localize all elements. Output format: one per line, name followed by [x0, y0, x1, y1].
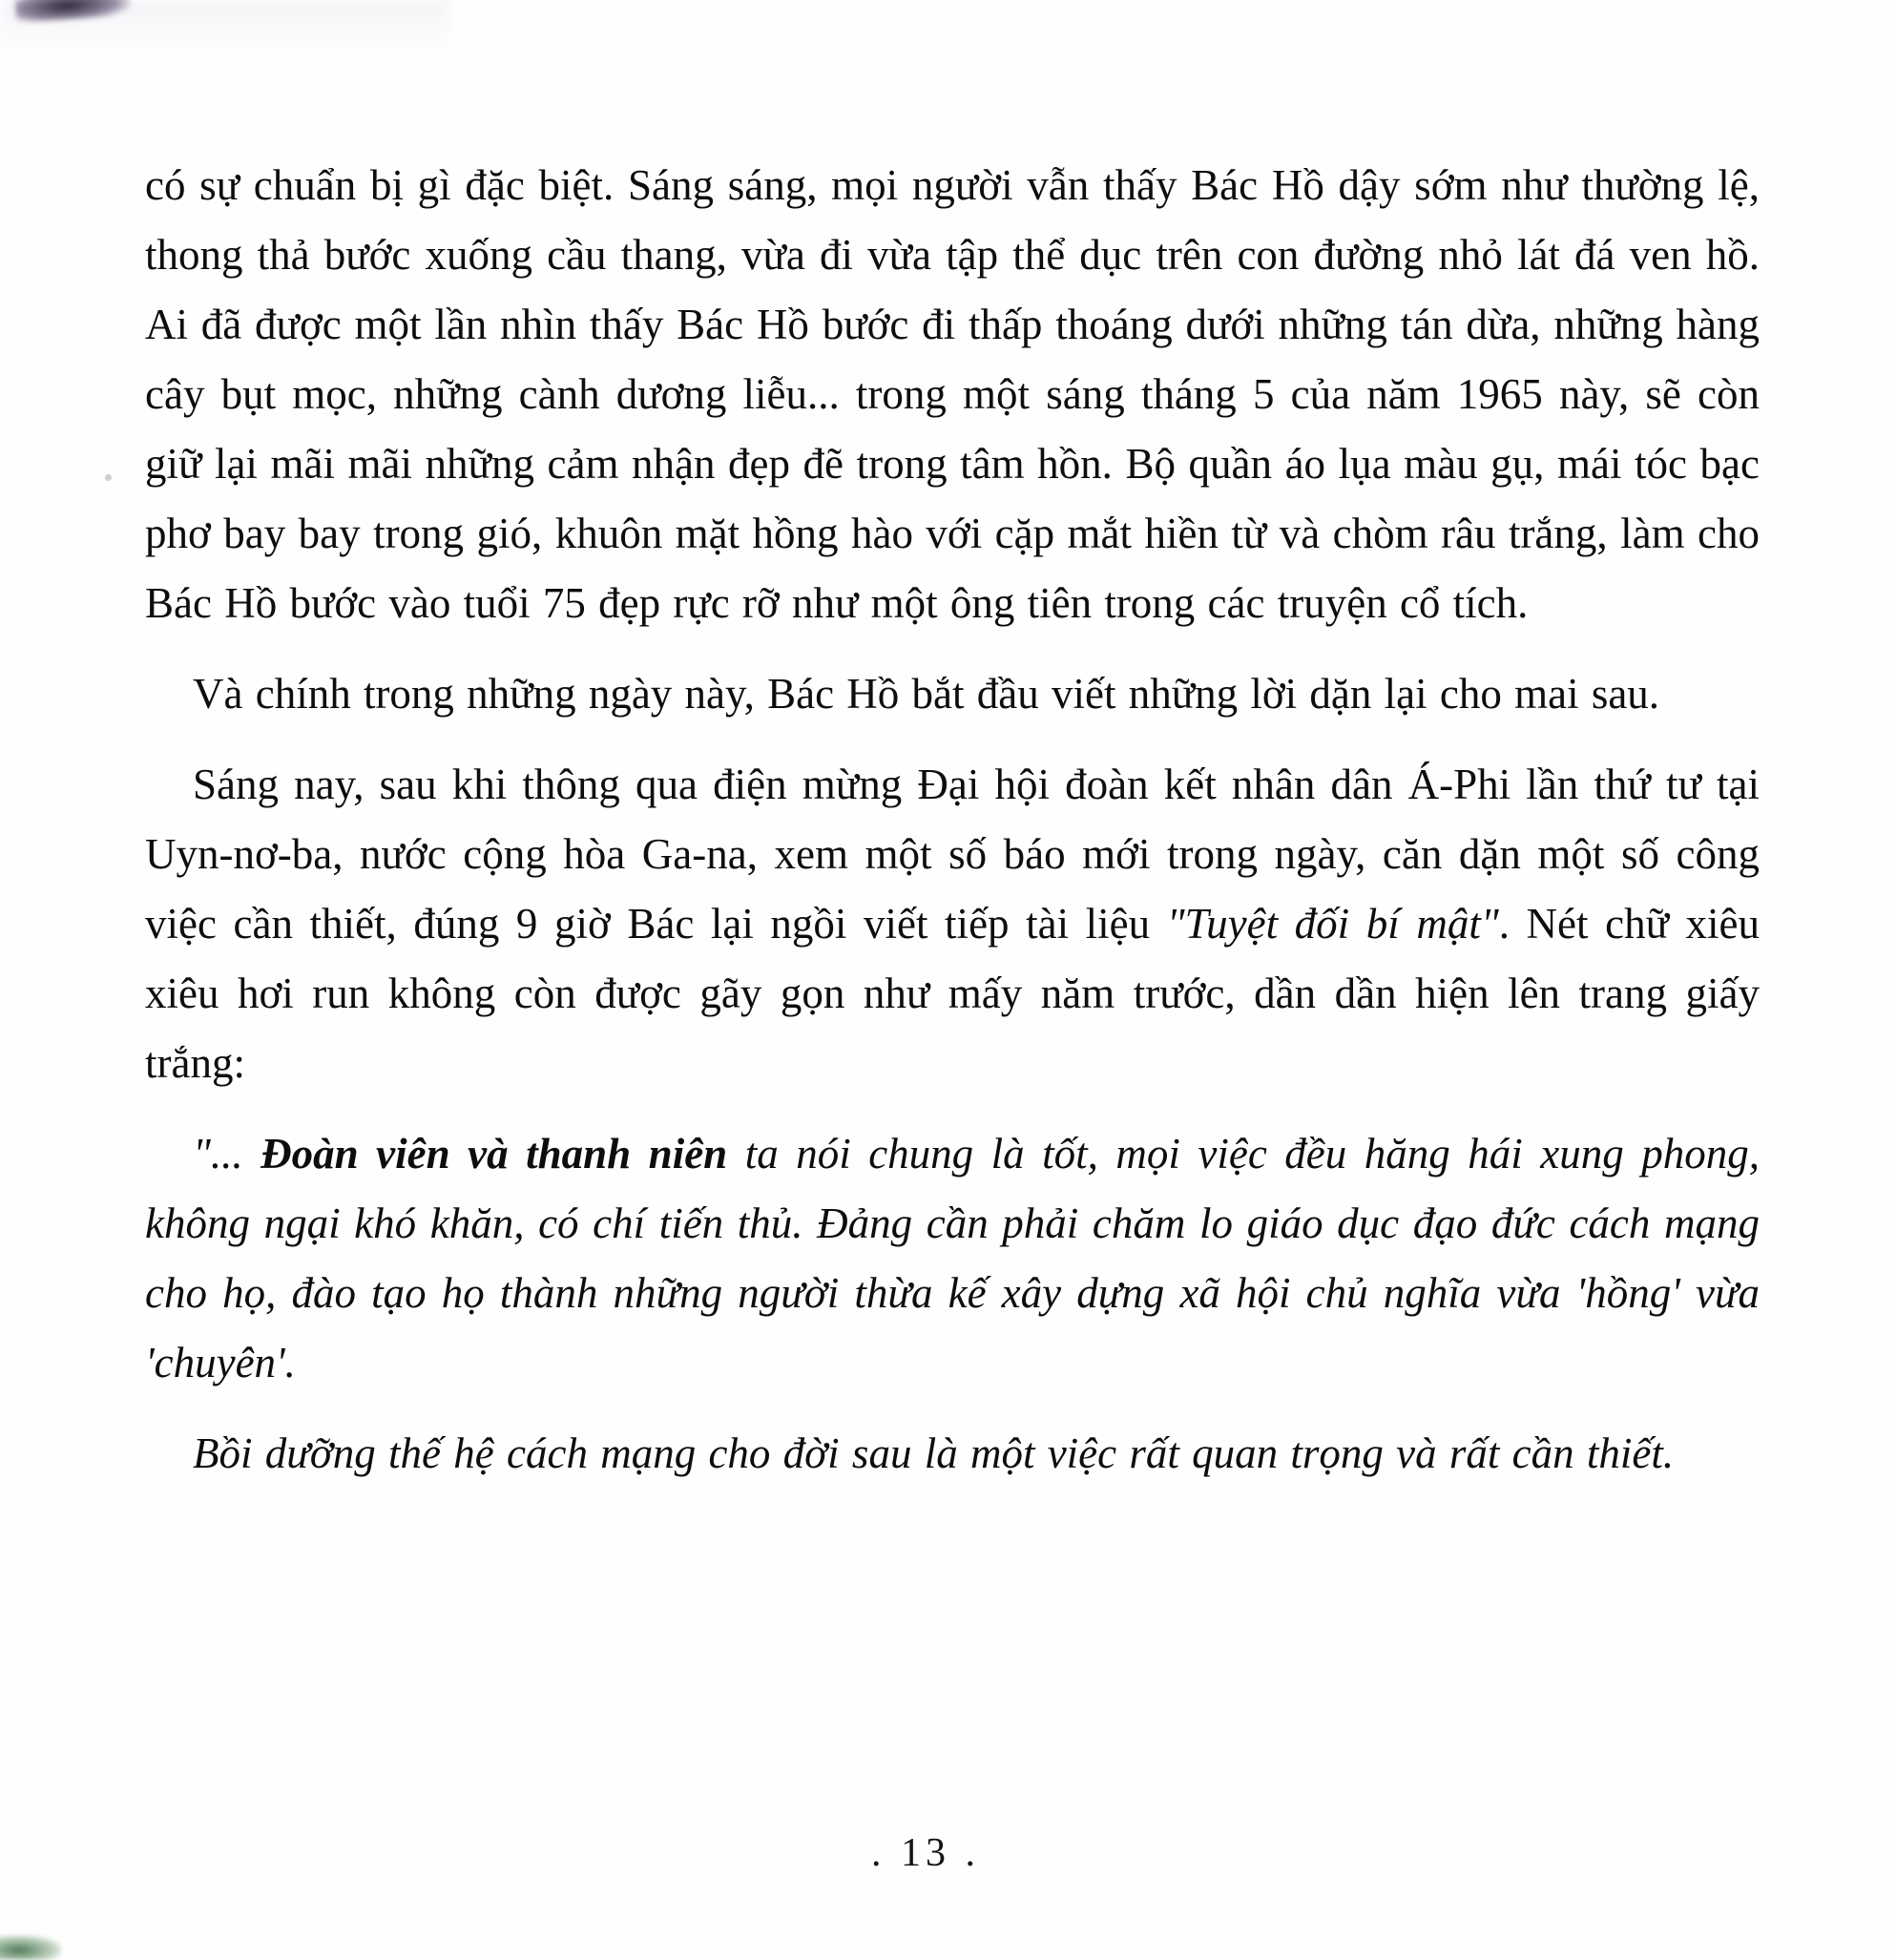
paragraph-1-text: có sự chuẩn bị gì đặc biệt. Sáng sáng, mọi người vẫn thấy Bác Hồ dậy sớm như thường lệ, thong thả bước xuống cầu thang, vừa đi vừa tập thể dục trên con đường nhỏ lát đá ven hồ. Ai đã được một lần nhìn thấy Bác Hồ bước đi thấp thoáng dưới những tán dừa, những hàng cây bụt mọc, những cành dương liễu... trong một sáng tháng 5 của năm 1965 này, sẽ còn giữ lại mãi mãi những cảm nhận đẹp đẽ trong tâm hồn. Bộ quần áo lụa màu gụ, mái tóc bạc phơ bay bay trong gió, khuôn mặt hồng hào với cặp mắt hiền từ và chòm râu trắng, làm cho Bác Hồ bước vào tuổi 75 đẹp rực rỡ như một ông tiên trong các truyện cổ tích. [145, 161, 1760, 627]
document-title-italic: "Tuyệt đối bí mật" [1167, 900, 1499, 948]
paragraph-2 [145, 659, 1760, 729]
paragraph-4-quote [145, 1119, 1760, 1398]
scan-smudge-bottom-left [0, 1935, 61, 1960]
paragraph-3-lead: Sáng nay, sau khi thông qua điện mừng Đại hội đoàn kết nhân dân Á-Phi lần thứ tư tại Uyn-nơ-ba, nước cộng hòa Ga-na, xem một số báo mới trong ngày, căn dặn một số công việc cần thiết, đúng 9 giờ Bác lại ngồi viết tiếp tài liệu [145, 761, 1760, 948]
page-number: . 13 . [0, 1830, 1851, 1876]
paragraph-2-text: Và chính trong những ngày này, Bác Hồ bắt đầu viết những lời dặn lại cho mai sau. [193, 670, 1659, 718]
paragraph-1 [145, 151, 1760, 638]
quote-bold-phrase: Đoàn viên và thanh niên [260, 1130, 727, 1178]
quote-rest: ta nói chung là tốt, mọi việc đều hăng hái xung phong, không ngại khó khăn, có chí tiến thủ. Đảng cần phải chăm lo giáo dục đạo đức cách mạng cho họ, đào tạo họ thành những người thừa kế xây dựng xã hội chủ nghĩa vừa 'hồng' vừa 'chuyên'. [145, 1130, 1760, 1387]
quote-open: "... [193, 1130, 260, 1178]
scan-dot-artifact [105, 474, 112, 481]
paragraph-5-text: Bồi dưỡng thế hệ cách mạng cho đời sau là một việc rất quan trọng và rất cần thiết. [193, 1429, 1674, 1477]
page-text-block [145, 151, 1760, 1489]
paragraph-3-tail: . Nét chữ xiêu xiêu hơi run không còn được gãy gọn như mấy năm trước, dần dần hiện lên trang giấy trắng: [145, 900, 1760, 1087]
paragraph-3 [145, 750, 1760, 1098]
paragraph-5-quote [145, 1419, 1760, 1489]
